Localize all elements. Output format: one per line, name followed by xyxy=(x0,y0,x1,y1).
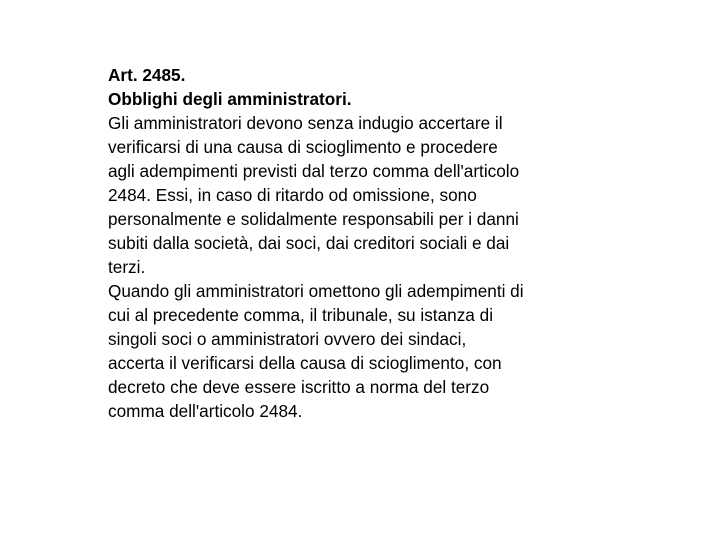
document-body xyxy=(108,63,608,423)
paragraph-line: comma dell'articolo 2484. xyxy=(108,401,303,421)
article-number: Art. 2485. xyxy=(108,65,186,85)
paragraph-line: personalmente e solidalmente responsabili per i danni xyxy=(108,209,519,229)
paragraph-line: terzi. xyxy=(108,257,146,277)
paragraph-line: Quando gli amministratori omettono gli adempimenti di xyxy=(108,281,524,301)
paragraph-line: singoli soci o amministratori ovvero dei sindaci, xyxy=(108,329,467,349)
paragraph-line: subiti dalla società, dai soci, dai creditori sociali e dai xyxy=(108,233,510,253)
paragraph-1 xyxy=(108,111,608,279)
paragraph-line: decreto che deve essere iscritto a norma del terzo xyxy=(108,377,490,397)
paragraph-line: Gli amministratori devono senza indugio accertare il xyxy=(108,113,503,133)
article-title: Obblighi degli amministratori. xyxy=(108,89,352,109)
paragraph-line: verificarsi di una causa di scioglimento e procedere xyxy=(108,137,498,157)
paragraph-line: cui al precedente comma, il tribunale, su istanza di xyxy=(108,305,494,325)
paragraph-2 xyxy=(108,279,608,423)
paragraph-line: accerta il verificarsi della causa di scioglimento, con xyxy=(108,353,502,373)
paragraph-line: agli adempimenti previsti dal terzo comma dell'articolo xyxy=(108,161,520,181)
paragraph-line: 2484. Essi, in caso di ritardo od omissione, sono xyxy=(108,185,477,205)
